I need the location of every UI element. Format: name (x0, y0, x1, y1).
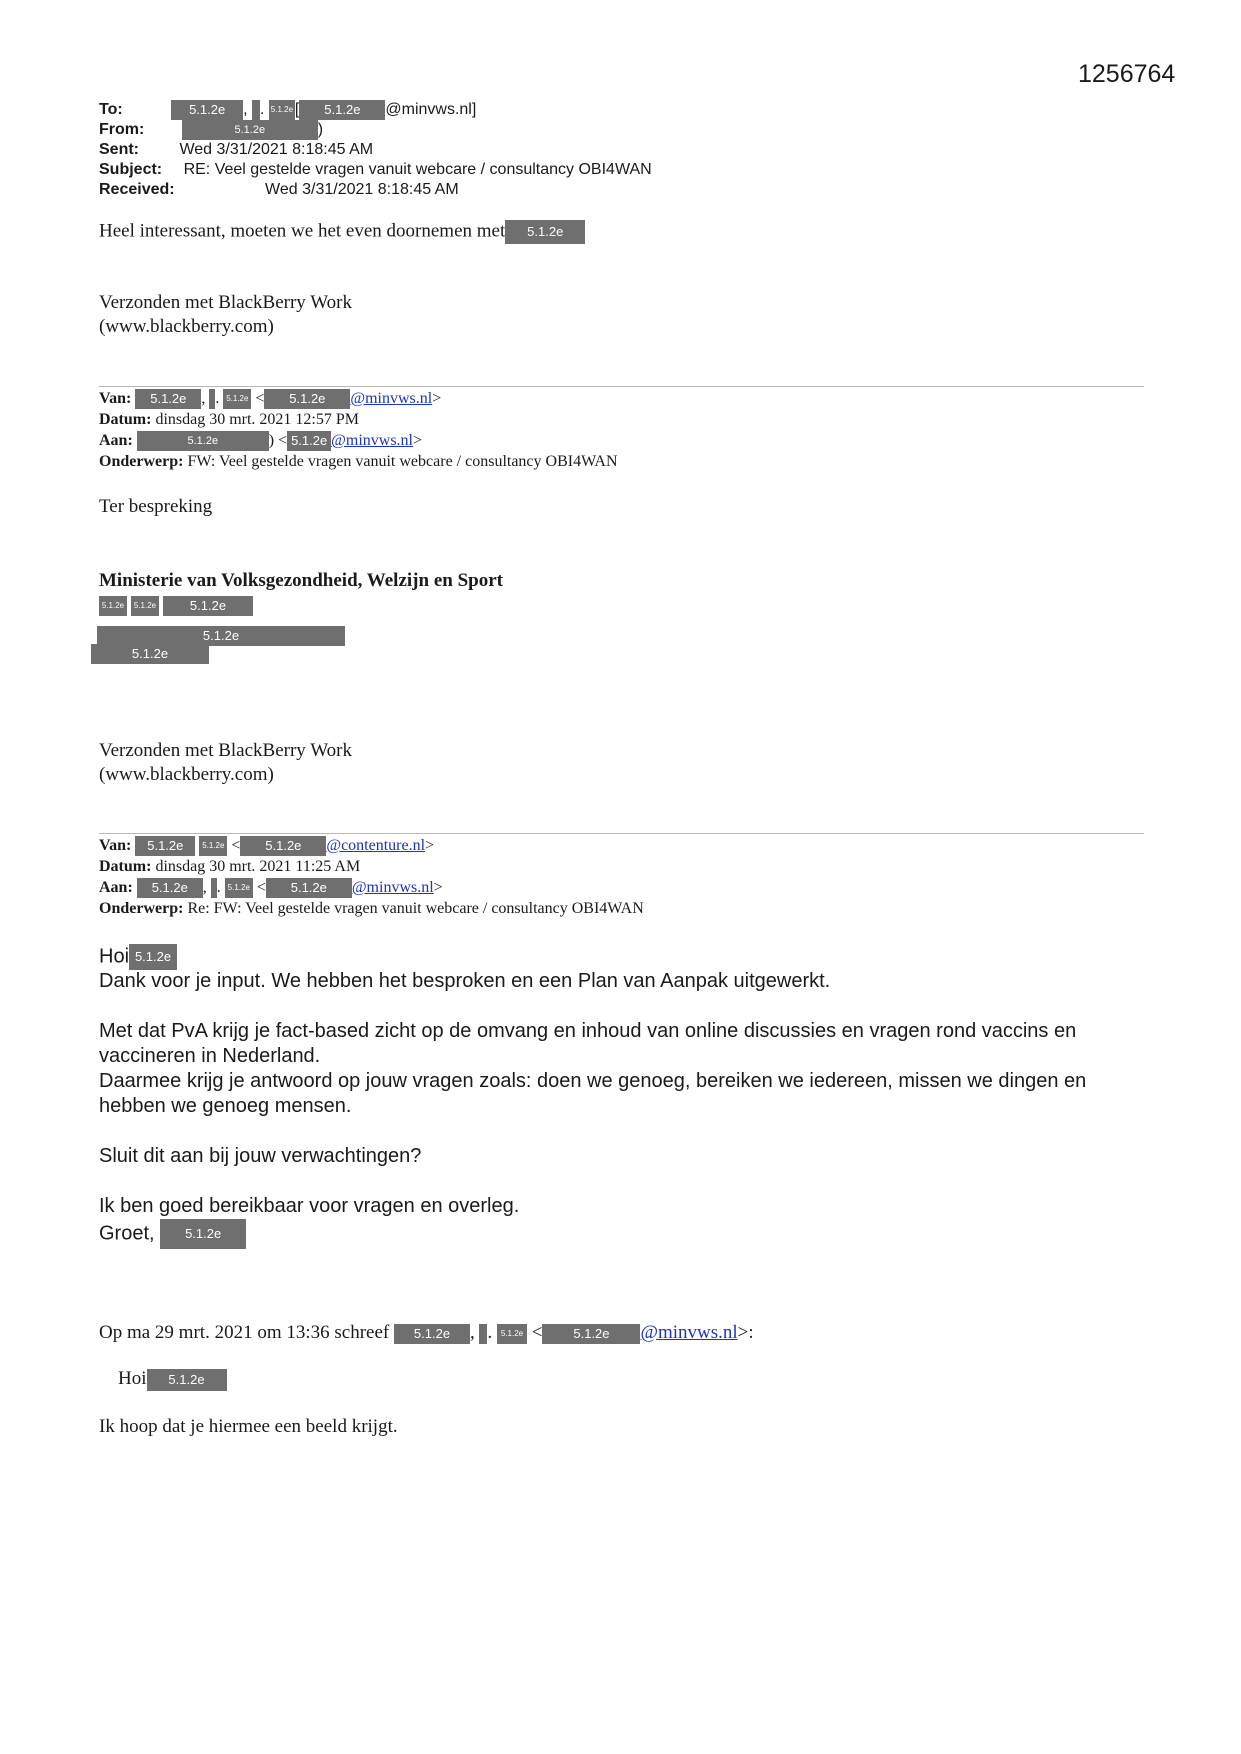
msg2-aan-line: Aan: 5.1.2e ) < 5.1.2e @minvws.nl> (99, 430, 422, 451)
to-label: To: (99, 101, 123, 119)
separator (99, 386, 1144, 387)
subject-line (99, 160, 652, 180)
msg3-line-3: vaccineren in Nederland. (99, 1045, 321, 1067)
redaction: 5.1.2e (99, 596, 127, 616)
redaction: 5.1.2e (135, 389, 201, 409)
to-line: To: 5.1.2e , . 5.1.2e [ 5.1.2e @minvws.nl] (99, 101, 477, 119)
sent-label: Sent: (99, 141, 139, 158)
redaction: 5.1.2e (269, 100, 295, 120)
from-label: From: (99, 121, 145, 139)
redaction: 5.1.2e (137, 878, 203, 898)
subject-label: Subject: (99, 161, 163, 178)
msg3-line-7: Ik ben goed bereikbaar voor vragen en overleg. (99, 1195, 520, 1217)
msg4-intro: Op ma 29 mrt. 2021 om 13:36 schreef 5.1.2e , . 5.1.2e < 5.1.2e @minvws.nl>: (99, 1322, 754, 1343)
msg1-body: Heel interessant, moeten we het even doornemen met 5.1.2e (99, 220, 585, 244)
redaction: 5.1.2e (287, 431, 331, 451)
redaction: 5.1.2e (240, 836, 326, 856)
redaction: 5.1.2e (264, 389, 350, 409)
redaction: 5.1.2e (91, 644, 209, 664)
msg3-line-1: Dank voor je input. We hebben het besproken en een Plan van Aanpak uitgewerkt. (99, 970, 831, 992)
redaction: 5.1.2e (171, 100, 243, 120)
msg3-line-4: Daarmee krijg je antwoord op jouw vragen zoals: doen we genoeg, bereiken we iedereen, missen we dingen en (99, 1070, 1087, 1092)
redaction: 5.1.2e (266, 878, 352, 898)
redaction: 5.1.2e (299, 100, 385, 120)
msg2-van-line: Van: 5.1.2e , . 5.1.2e < 5.1.2e @minvws.nl> (99, 388, 441, 409)
msg3-line-5: hebben we genoeg mensen. (99, 1095, 352, 1117)
msg2-onderwerp-line: Onderwerp: FW: Veel gestelde vragen vanuit webcare / consultancy OBI4WAN (99, 453, 618, 470)
msg4-body: Ik hoop dat je hiermee een beeld krijgt. (99, 1416, 398, 1437)
to-email: @minvws.nl] (385, 101, 477, 119)
redaction: 5.1.2e (542, 1324, 640, 1344)
msg2-sig-redactions (99, 596, 253, 616)
msg1-signature-2: (www.blackberry.com) (99, 316, 274, 337)
msg3-aan-email-link[interactable]: @minvws.nl (351, 879, 434, 896)
separator (99, 833, 1144, 834)
redaction: 5.1.2e (147, 1369, 227, 1391)
sent-value: Wed 3/31/2021 8:18:45 AM (179, 141, 374, 158)
redaction: 5.1.2e (225, 878, 253, 898)
subject-value: RE: Veel gestelde vragen vanuit webcare / consultancy OBI4WAN (183, 161, 652, 178)
redaction: 5.1.2e (182, 120, 318, 140)
received-line (99, 180, 459, 200)
from-line: From: 5.1.2e ) (99, 121, 324, 139)
msg4-greeting: Hoi 5.1.2e (118, 1368, 227, 1391)
redaction: 5.1.2e (163, 596, 253, 616)
redaction: 5.1.2e (505, 220, 585, 244)
redaction: 5.1.2e (160, 1219, 246, 1249)
received-value: Wed 3/31/2021 8:18:45 AM (265, 181, 459, 198)
redaction: 5.1.2e (129, 944, 177, 970)
msg2-signature-2: (www.blackberry.com) (99, 764, 274, 785)
redaction (252, 100, 260, 120)
redaction: 5.1.2e (97, 626, 345, 646)
msg3-van-email-link[interactable]: @contenture.nl (326, 837, 426, 854)
redaction: 5.1.2e (199, 836, 227, 856)
msg3-closing: Groet, 5.1.2e (99, 1219, 246, 1249)
sent-line (99, 140, 373, 160)
received-label: Received: (99, 181, 175, 198)
msg1-signature-1: Verzonden met BlackBerry Work (99, 292, 352, 313)
msg2-organization: Ministerie van Volksgezondheid, Welzijn en Sport (99, 570, 503, 591)
redaction: 5.1.2e (131, 596, 159, 616)
msg3-aan-line: Aan: 5.1.2e , . 5.1.2e < 5.1.2e @minvws.nl> (99, 877, 443, 898)
msg2-body: Ter bespreking (99, 496, 213, 517)
msg3-greeting: Hoi 5.1.2e (99, 944, 177, 970)
msg2-signature-1: Verzonden met BlackBerry Work (99, 740, 352, 761)
msg2-aan-email-link[interactable]: @minvws.nl (331, 432, 413, 449)
document-number: 1256764 (1078, 60, 1176, 88)
msg3-datum-line: Datum: dinsdag 30 mrt. 2021 11:25 AM (99, 858, 361, 875)
redaction: 5.1.2e (135, 836, 195, 856)
redaction: 5.1.2e (497, 1324, 527, 1344)
msg4-email-link[interactable]: @minvws.nl (640, 1322, 738, 1343)
msg3-van-line: Van: 5.1.2e 5.1.2e < 5.1.2e @contenture.nl> (99, 835, 434, 856)
redaction: 5.1.2e (223, 389, 251, 409)
redaction: 5.1.2e (394, 1324, 470, 1344)
msg3-line-2: Met dat PvA krijg je fact-based zicht op de omvang en inhoud van online discussies en vragen rond vaccins en (99, 1020, 1077, 1042)
msg2-van-email-link[interactable]: @minvws.nl (350, 390, 433, 407)
msg2-datum-line: Datum: dinsdag 30 mrt. 2021 12:57 PM (99, 411, 359, 428)
redaction: 5.1.2e (137, 431, 269, 451)
msg3-onderwerp-line: Onderwerp: Re: FW: Veel gestelde vragen vanuit webcare / consultancy OBI4WAN (99, 900, 644, 917)
msg3-line-6: Sluit dit aan bij jouw verwachtingen? (99, 1145, 422, 1167)
